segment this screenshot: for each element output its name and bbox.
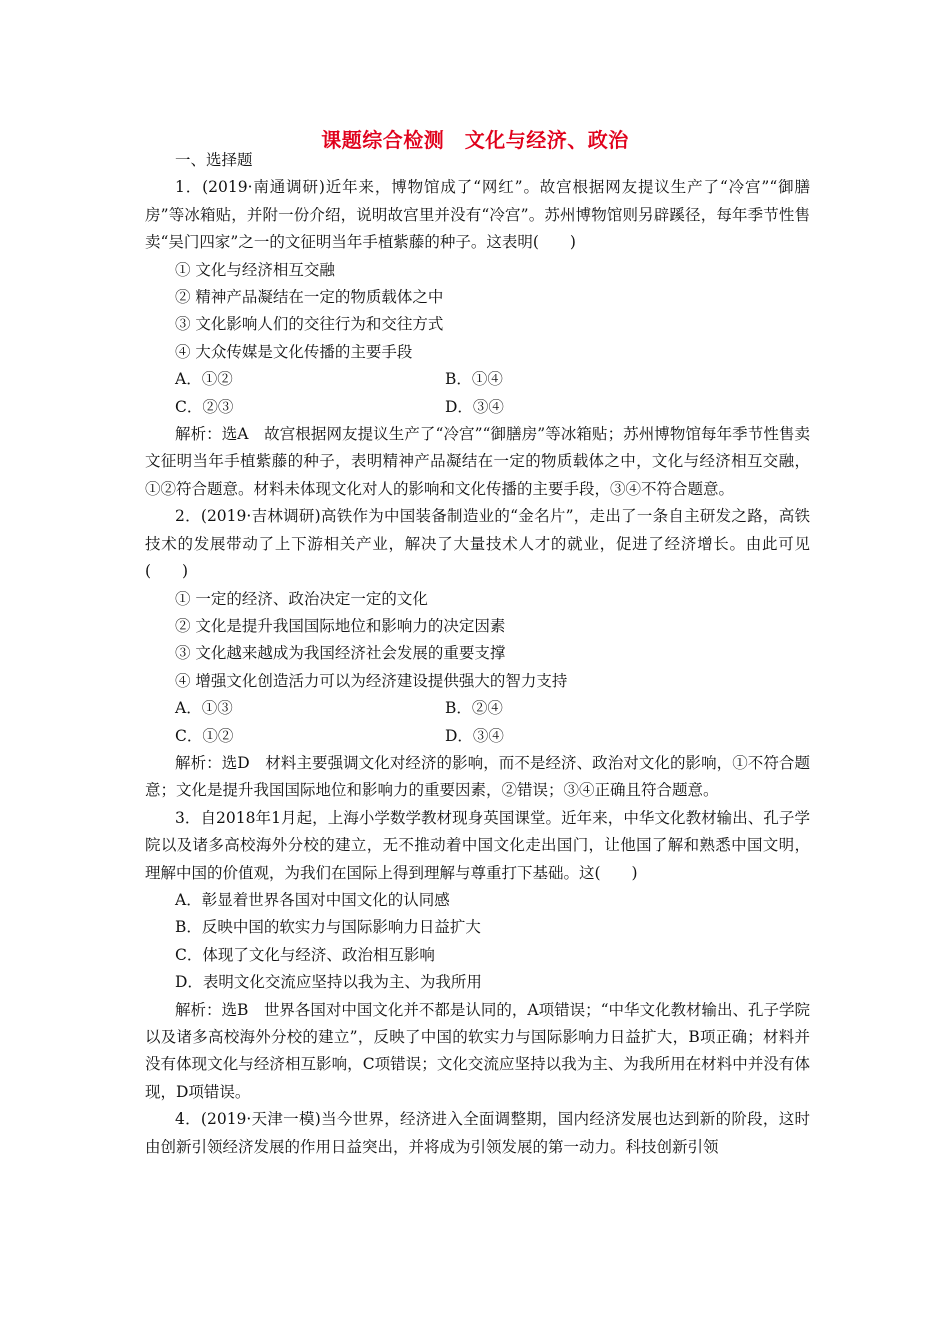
question-1-item: ① 文化与经济相互交融 (175, 260, 335, 279)
choice-b: B．②④ (445, 699, 503, 718)
question-2-item: ② 文化是提升我国国际地位和影响力的决定因素 (175, 616, 506, 635)
question-1-choices-row (145, 394, 810, 421)
question-3-stem: 3．自2018年1月起，上海小学数学教材现身英国课堂。近年来，中华文化教材输出、孔子学院以及诸多高校海外分校的建立，无不推动着中国文化走出国门，让他国了解和熟悉中国文明，理解中国的价值观，为我们在国际上得到理解与尊重打下基础。这( ) (145, 808, 810, 882)
choice-a: A．①② (175, 370, 233, 389)
question-2-choices-row (145, 723, 810, 750)
question-1-choices-row (145, 366, 810, 393)
choice-d: D．③④ (445, 397, 504, 416)
question-2-item: ④ 增强文化创造活力可以为经济建设提供强大的智力支持 (175, 671, 568, 690)
question-3-option: A．彰显着世界各国对中国文化的认同感 (175, 890, 450, 909)
choice-d: D．③④ (445, 726, 504, 745)
question-2-stem: 2．(2019·吉林调研)高铁作为中国装备制造业的“金名片”，走出了一条自主研发之路，高铁技术的发展带动了上下游相关产业，解决了大量技术人才的就业，促进了经济增长。由此可见( ) (145, 507, 810, 581)
question-3-option: B．反映中国的软实力与国际影响力日益扩大 (175, 918, 481, 937)
document-body (145, 147, 810, 1161)
question-1-stem: 1．(2019·南通调研)近年来，博物馆成了“网红”。故宫根据网友提议生产了“冷宫”“御膳房”等冰箱贴，并附一份介绍，说明故宫里并没有“冷宫”。苏州博物馆则另辟蹊径，每年季节性售卖“吴门四家”之一的文征明当年手植紫藤的种子。这表明( ) (145, 178, 810, 252)
question-2-item: ① 一定的经济、政治决定一定的文化 (175, 589, 428, 608)
page-title: 课题综合检测 文化与经济、政治 (321, 128, 629, 152)
choice-a: A．①③ (175, 699, 233, 718)
choice-c: C．②③ (175, 397, 234, 416)
question-3-option: C．体现了文化与经济、政治相互影响 (175, 945, 435, 964)
question-3-analysis: 解析：选B 世界各国对中国文化并不都是认同的，A项错误；“中华文化教材输出、孔子学院以及诸多高校海外分校的建立”，反映了中国的软实力与国际影响力日益扩大，B项正确；材料并没有体现文化与经济相互影响，C项错误；文化交流应坚持以我为主、为我所用在材料中并没有体现，D项错误。 (145, 1000, 811, 1101)
question-2-analysis: 解析：选D 材料主要强调文化对经济的影响，而不是经济、政治对文化的影响，①不符合题意；文化是提升我国国际地位和影响力的重要因素，②错误；③④正确且符合题意。 (145, 753, 810, 800)
question-1-analysis: 解析：选A 故宫根据网友提议生产了“冷宫”“御膳房”等冰箱贴；苏州博物馆每年季节性售卖文征明当年手植紫藤的种子，表明精神产品凝结在一定的物质载体之中，文化与经济相互交融，①②符合题意。材料未体现文化对人的影响和文化传播的主要手段，③④不符合题意。 (145, 425, 810, 498)
question-4-stem: 4．(2019·天津一模)当今世界，经济进入全面调整期，国内经济发展也达到新的阶段，这时由创新引领经济发展的作用日益突出，并将成为引领发展的第一动力。科技创新引领 (145, 1110, 810, 1156)
question-3-option: D．表明文化交流应坚持以我为主、为我所用 (175, 973, 482, 992)
choice-b: B．①④ (445, 370, 503, 389)
question-2-item: ③ 文化越来越成为我国经济社会发展的重要支撑 (175, 644, 506, 663)
choice-c: C．①② (175, 726, 234, 745)
question-1-item: ② 精神产品凝结在一定的物质载体之中 (175, 288, 444, 307)
section-heading: 一、选择题 (175, 151, 253, 169)
question-2-choices-row (145, 695, 810, 722)
question-1-item: ④ 大众传媒是文化传播的主要手段 (175, 342, 413, 361)
question-1-item: ③ 文化影响人们的交往行为和交往方式 (175, 315, 444, 334)
